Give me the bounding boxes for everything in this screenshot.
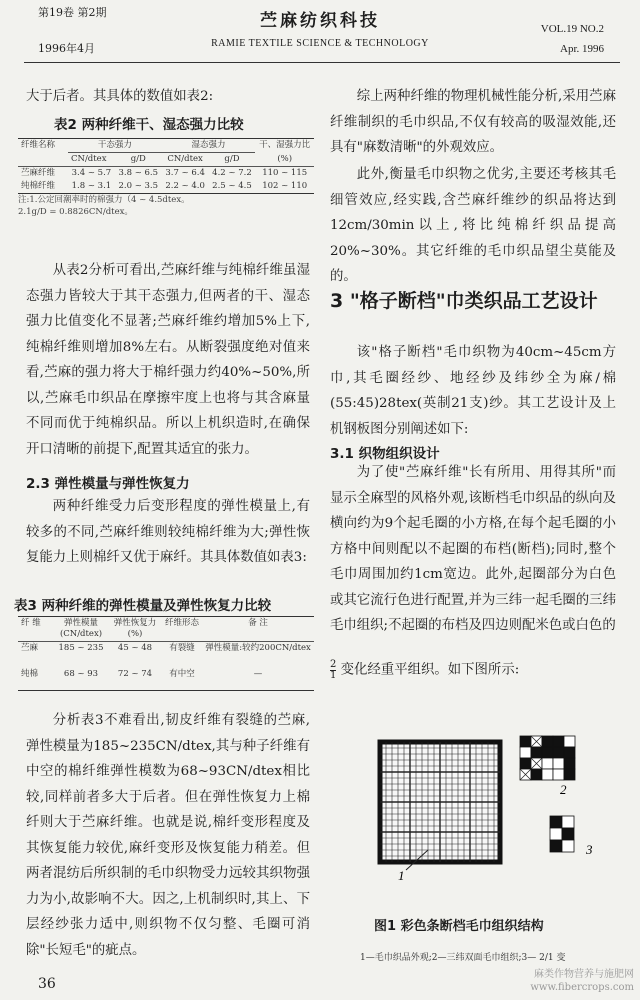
weave-cell	[562, 828, 574, 840]
weave-cell	[553, 747, 564, 758]
left-para2: 两种纤维受力后变形程度的弹性模量上,有较多的不同,苎麻纤维则较纯棉纤维为大;弹性恢复能力上则棉纤又优于麻纤。其具体数值如表3:	[26, 499, 310, 565]
table-cell: 纯棉	[21, 668, 39, 679]
table-cell: 1.8 ~ 3.1	[71, 181, 112, 191]
figure-1-caption: 图1 彩色条断档毛巾组织结构	[374, 919, 544, 934]
table-cell: 3.8 ~ 6.5	[118, 168, 159, 178]
table2-h-dry: 干态强力	[68, 139, 162, 153]
date-cn: 1996年4月	[38, 42, 95, 55]
section-2-3: 2.3 弹性模量与弹性恢复力	[26, 476, 190, 492]
weave-cell	[542, 747, 553, 758]
fig-label-3: 3	[586, 842, 593, 857]
warp-rib-weave-grid	[550, 816, 574, 852]
weave-cell	[564, 747, 575, 758]
table-cell: 有中空	[169, 668, 195, 679]
table-cell: 45 ~ 48	[117, 643, 153, 653]
left-intro: 大于后者。其具体的数值如表2:	[26, 89, 214, 104]
table2-h-ratio: 干、湿强力比	[259, 140, 311, 150]
weave-cell	[550, 828, 562, 840]
weave-cell	[531, 747, 542, 758]
figure-1-legend: 1—毛巾织品外观;2—三纬双面毛巾组织;3— 2/1 变	[360, 953, 566, 963]
table2-note1: 注:1.公定回潮率时的棉强力（4 ~ 4.5dtex。	[18, 195, 190, 205]
table2-unit: CN/dtex	[71, 154, 107, 164]
table-cell: 2.5 ~ 4.5	[212, 181, 252, 191]
weave-cell	[520, 736, 531, 747]
table3-h: 弹性模量 (CN/dtex)	[59, 618, 103, 639]
right-para3: 该"格子断档"毛巾织物为40cm~45cm方巾,其毛圈经纱、地经纱及纬纱全为麻/棉(55:45)28tex(英制21支)纱。其工艺设计及上机钢板图分别阐述如下:	[330, 345, 616, 437]
weave-cell	[520, 758, 531, 769]
weave-cell	[520, 747, 531, 758]
weave-cell	[531, 769, 542, 780]
fig-label-1: 1	[398, 868, 405, 883]
table-cell: 185 ~ 235	[58, 643, 104, 653]
table2-unit: CN/dtex	[167, 154, 203, 164]
header-rule	[24, 62, 620, 63]
table2	[18, 138, 314, 218]
table-cell: 110 ~ 115	[262, 168, 308, 178]
journal-title-cn: 苎麻纺织科技	[260, 11, 380, 31]
table-cell: 68 ~ 93	[63, 668, 99, 679]
table-cell: 3.4 ~ 5.7	[71, 168, 112, 178]
table-cell: —	[253, 668, 263, 679]
table-cell: 苎麻纤维	[21, 168, 56, 178]
watermark	[530, 968, 634, 994]
table-row	[18, 668, 314, 690]
table3-h: 备 注	[248, 618, 268, 628]
weave-cell	[542, 769, 553, 780]
fraction-denominator: 1	[330, 670, 337, 681]
table3	[18, 616, 314, 691]
right-para5: 变化经重平组织。如下图所示:	[340, 662, 520, 678]
table-row	[18, 167, 314, 181]
table-row	[18, 180, 314, 193]
weave-cell	[553, 769, 564, 780]
left-para3: 分析表3不难看出,韧皮纤维有裂缝的苎麻,弹性模量为185~235CN/dtex,其与种子纤维有中空的棉纤维弹性模数为68~93CN/dtex相比较,同样前者多大于后者。但在弹性恢复力上棉纤则大于苎麻纤维。也就是说,棉纤变形程度及其恢复能力较优,麻纤变形及恢复能力稍差。但两者混纺后所织制的毛巾织物受力远较其织物强力为小,故影响不大。因之,上机制织时,其上、下层经纱张力适中,则织物不仅匀整、毛圈可消除"长短毛"的疵点。	[26, 713, 310, 958]
weave-cell	[553, 758, 564, 769]
table2-caption: 表2 两种纤维干、湿态强力比较	[54, 117, 244, 133]
weave-cell	[553, 736, 564, 747]
watermark-url: www.fibercrops.com	[530, 982, 634, 993]
table2-note2: 2.1g/D = 0.8826CN/dtex。	[18, 207, 133, 217]
page-number: 36	[38, 976, 56, 992]
table-cell: 72 ~ 74	[117, 668, 153, 679]
table-cell: 有裂缝	[169, 643, 195, 653]
table-cell: 弹性模量:较约200CN/dtex	[205, 643, 311, 653]
left-para1: 从表2分析可看出,苎麻纤维与纯棉纤维虽湿态强力皆较大于其干态强力,但两者的干、湿态强力比值变化不显著;苎麻纤维约增加5%上下,纯棉纤维则增加8%左右。从断裂强度绝对值来看,苎麻的强力将大于棉纤强力约40%~50%,所以,苎麻毛巾织品在摩擦牢度上也将与其含麻量不同而优于纯棉织品。所以上机织造时,在确保开口清晰的前提下,配置其适宜的张力。	[26, 263, 310, 457]
table3-caption: 表3 两种纤维的弹性模量及弹性恢复力比较	[14, 598, 272, 614]
table-cell: 3.7 ~ 6.4	[165, 168, 205, 178]
section-3-1: 3.1 织物组织设计	[330, 446, 440, 462]
table2-unit: g/D	[224, 154, 240, 164]
date-en: Apr. 1996	[560, 43, 604, 55]
journal-title-en: RAMIE TEXTILE SCIENCE & TECHNOLOGY	[211, 38, 429, 49]
weave-cell	[550, 816, 562, 828]
table-cell: 纯棉纤维	[21, 181, 56, 191]
table2-unit: g/D	[130, 154, 146, 164]
towel-appearance-grid	[380, 742, 500, 862]
weave-cell	[564, 736, 575, 747]
fig-label-2: 2	[560, 782, 567, 797]
table-row	[18, 642, 314, 668]
weave-cell	[562, 840, 574, 852]
weave-cell	[550, 840, 562, 852]
fraction-numerator: 2	[330, 659, 337, 670]
weave-cell	[542, 736, 553, 747]
figure-1-drawing	[340, 730, 620, 930]
volume-issue-cn: 第19卷 第2期	[38, 6, 107, 19]
fraction-line	[330, 660, 616, 681]
weave-cell	[564, 758, 575, 769]
right-para4: 为了使"苎麻纤维"长有所用、用得其所"而显示全麻型的风格外观,该断档毛巾织品的纵向及横向约为9个起毛圈的小方格,在每个起毛圈的小方格中间则配以不起圈的布档(断档);同时,整个毛巾周围加约1cm宽边。此外,起圈部分为白色或其它流行色进行配置,并为三纬一起毛圈的三纬毛巾组织;不起圈的布档及四边则配米色或白色的	[330, 465, 616, 633]
weave-cell	[542, 758, 553, 769]
volume-issue-en: VOL.19 NO.2	[540, 23, 604, 35]
weave-cell	[562, 816, 574, 828]
table2-h-fiber: 纤维名称	[21, 140, 56, 150]
table3-h: 纤 维	[21, 618, 41, 628]
table-cell: 苎麻	[21, 643, 39, 653]
table2-unit: (%)	[277, 153, 293, 164]
table2-h-wet: 湿态强力	[162, 139, 256, 153]
table3-h: 弹性恢复力 (%)	[113, 618, 157, 639]
table3-h: 纤维形态	[165, 618, 200, 628]
figure-1	[340, 730, 620, 930]
three-weft-weave-grid	[520, 736, 575, 780]
right-para1: 综上两种纤维的物理机械性能分析,采用苎麻纤维制织的毛巾织品,不仅有较高的吸湿效能,还具有"麻数清晰"的外观效应。	[330, 89, 616, 155]
weave-cell	[564, 769, 575, 780]
table-cell: 102 ~ 110	[262, 181, 308, 191]
section-3-heading: 3 "格子断档"巾类织品工艺设计	[330, 290, 598, 312]
table-cell: 2.2 ~ 4.0	[165, 181, 205, 191]
table-cell: 4.2 ~ 7.2	[212, 168, 252, 178]
right-para2: 此外,衡量毛巾织物之优劣,主要还考核其毛细管效应,经实践,含苎麻纤维纱的织品将达到12cm/30min以上,将比纯棉纤织品提高20%~30%。其它纤维的毛巾织品望尘莫能及的。	[330, 167, 616, 284]
table-cell: 2.0 ~ 3.5	[118, 181, 159, 191]
watermark-cn: 麻类作物营养与施肥网	[534, 969, 634, 980]
